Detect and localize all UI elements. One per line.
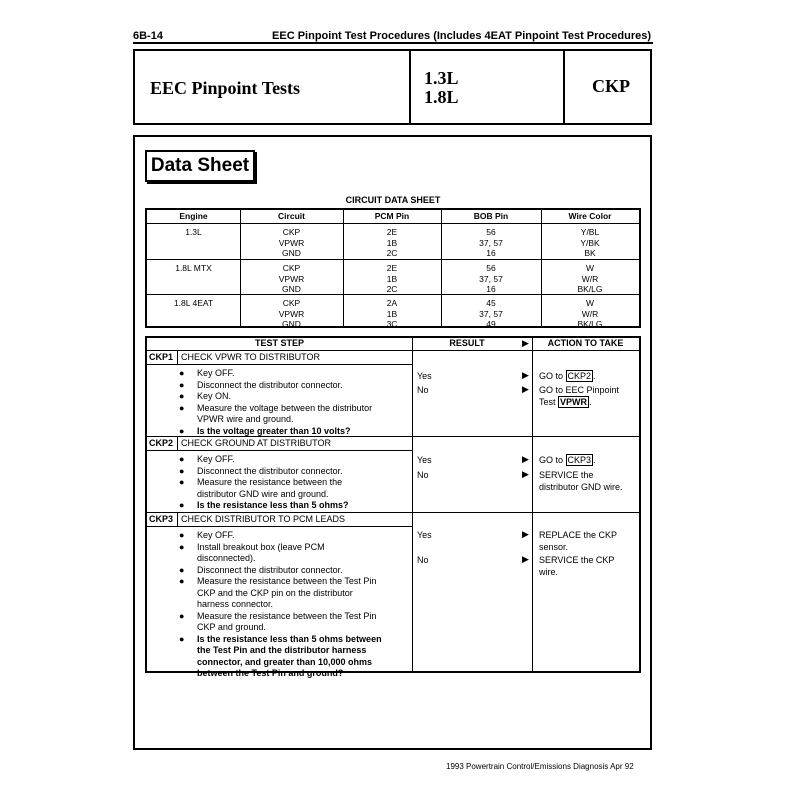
cell-line: 49 (486, 319, 496, 329)
step-instruction: Disconnect the distributor connector. (197, 564, 343, 575)
cell-line: Y/BL (580, 227, 600, 237)
bullet-icon: ● (179, 425, 185, 436)
cell-line: 45 (486, 298, 496, 308)
row-divider (147, 259, 639, 260)
step-instruction: Key ON. (197, 391, 232, 401)
bullet-icon: ● (179, 402, 185, 413)
action-no-line1: GO to EEC Pinpoint (539, 385, 620, 395)
table-cell-wire-color (541, 298, 639, 330)
table-cell-engine: 1.8L MTX (175, 263, 212, 273)
cell-line: 2A (386, 298, 398, 308)
bullet-icon: ● (179, 576, 185, 586)
cell-line: VPWR (278, 237, 305, 248)
step-instruction: Disconnect the distributor connector. (197, 379, 343, 390)
cell-line: W (585, 263, 595, 273)
step-instruction: CKP and ground. (197, 622, 266, 632)
column-header: Engine (179, 211, 208, 221)
engine-label-2: 1.8L (424, 87, 459, 107)
action-yes (539, 371, 596, 383)
column-header: Wire Color (568, 211, 612, 221)
step-question: the Test Pin and the distributor harness (197, 645, 367, 655)
cell-line: VPWR (278, 308, 305, 319)
header-rule (133, 42, 653, 44)
title-divider (409, 49, 411, 125)
step-question: Is the resistance less than 5 ohms? (197, 500, 349, 510)
step-title-divider (147, 450, 412, 451)
column-header: Circuit (278, 211, 305, 221)
bullet-icon: ● (179, 477, 185, 487)
arrow-icon: ▶ (522, 384, 529, 394)
bullet-icon: ● (179, 541, 185, 552)
cell-line: BK (584, 248, 596, 258)
step-divider (147, 436, 639, 437)
action-text: . (589, 396, 592, 407)
cell-line: BK/LG (577, 319, 603, 329)
step-instruction: Install breakout box (leave PCM (197, 541, 325, 552)
step-instruction: Disconnect the distributor connector. (197, 465, 343, 476)
arrow-icon: ▶ (522, 370, 529, 380)
cell-line: VPWR (278, 273, 305, 284)
row-divider (147, 223, 639, 224)
result-no: No (417, 555, 429, 565)
table-cell-bob-pin (441, 298, 541, 330)
step-code: CKP1 (149, 352, 174, 362)
cell-line: 37, 57 (479, 308, 503, 319)
step-instruction: Key OFF. (197, 530, 235, 540)
arrow-icon: ▶ (522, 454, 529, 464)
engine-label-1: 1.3L (424, 68, 459, 88)
result-no: No (417, 470, 429, 480)
cell-line: 3C (386, 319, 398, 329)
section-title: EEC Pinpoint Test Procedures (Includes 4EAT Pinpoint Test Procedures) (272, 30, 651, 42)
arrow-icon: ▶ (522, 554, 529, 564)
table-cell-pcm-pin (343, 298, 441, 330)
action-no-line2 (539, 397, 592, 409)
bullet-icon: ● (179, 391, 185, 401)
step-code: CKP3 (149, 514, 174, 524)
step-question: Is the resistance less than 5 ohms between (197, 633, 382, 644)
step-title: CHECK DISTRIBUTOR TO PCM LEADS (181, 514, 346, 524)
step-title: CHECK VPWR TO DISTRIBUTOR (181, 352, 321, 362)
action-text: GO to (539, 371, 564, 381)
step-instruction: Measure the resistance between the Test Pin (197, 576, 377, 586)
column-header: PCM Pin (374, 211, 410, 221)
bullet-icon: ● (179, 465, 185, 476)
table-cell-wire-color (541, 263, 639, 295)
column-divider (412, 338, 413, 671)
column-header-test-step: TEST STEP (254, 338, 304, 348)
table-cell-pcm-pin (343, 227, 441, 259)
column-header-action: ACTION TO TAKE (547, 338, 624, 348)
page-title: EEC Pinpoint Tests (150, 78, 301, 98)
circuit-data-sheet-title: CIRCUIT DATA SHEET (345, 195, 441, 205)
cell-line: CKP (282, 263, 301, 273)
circuit-data-table (145, 208, 641, 328)
cell-line: 1B (386, 237, 398, 248)
cell-line: 2E (386, 263, 398, 273)
step-title-divider (147, 364, 412, 365)
cell-line: 37, 57 (479, 273, 503, 284)
step-code-divider (177, 512, 178, 526)
table-cell-bob-pin (441, 227, 541, 259)
title-divider (563, 49, 565, 125)
step-instruction: Measure the resistance between the (197, 477, 343, 487)
test-code-label: CKP (592, 76, 630, 96)
step-divider (147, 512, 639, 513)
step-instruction: VPWR wire and ground. (197, 414, 294, 424)
result-yes: Yes (417, 371, 432, 381)
arrow-icon: ▶ (522, 469, 529, 479)
table-cell-bob-pin (441, 263, 541, 295)
step-title-divider (147, 526, 412, 527)
cell-line: 37, 57 (479, 237, 503, 248)
bullet-icon: ● (179, 564, 185, 575)
cell-line: CKP (282, 298, 301, 308)
cell-line: 56 (486, 227, 496, 237)
step-instruction: distributor GND wire and ground. (197, 488, 329, 499)
bullet-icon: ● (179, 530, 185, 540)
cell-line: W/R (581, 308, 599, 319)
step-question: Is the voltage greater than 10 volts? (197, 425, 351, 436)
table-cell-circuit (240, 263, 343, 295)
table-cell-engine: 1.3L (185, 227, 202, 237)
step-reference-link[interactable]: CKP3 (567, 455, 592, 465)
table-cell-wire-color (541, 227, 639, 259)
bullet-icon: ● (179, 454, 185, 464)
table-cell-pcm-pin (343, 263, 441, 295)
cell-line: 16 (486, 284, 496, 294)
test-step-table (145, 336, 641, 678)
action-text: . (593, 455, 596, 465)
cell-line: CKP (282, 227, 301, 237)
arrow-icon: ▶ (522, 529, 529, 539)
page-number: 6B-14 (133, 30, 163, 42)
cell-line: W/R (581, 273, 599, 284)
cell-line: GND (282, 248, 301, 258)
cell-line: BK/LG (577, 284, 603, 294)
cell-line: 1B (386, 273, 398, 284)
arrow-icon: ▶ (522, 338, 529, 348)
cell-line: 16 (486, 248, 496, 258)
step-code-divider (177, 436, 178, 450)
cell-line: 2E (386, 227, 398, 237)
step-instruction: CKP and the CKP pin on the distributor (197, 587, 353, 598)
bullet-icon: ● (179, 368, 185, 378)
column-header-result: RESULT (449, 338, 485, 348)
action-text: GO to (539, 455, 564, 465)
step-question: between the Test Pin and ground? (197, 668, 344, 678)
cell-line: 2C (386, 248, 398, 258)
bullet-icon: ● (179, 379, 185, 390)
action-no-line2: wire. (539, 566, 559, 577)
step-instruction: disconnected). (197, 553, 256, 563)
header-divider (147, 350, 639, 351)
step-reference-link[interactable]: VPWR (560, 396, 588, 407)
step-instruction: harness connector. (197, 599, 274, 609)
data-sheet-label: Data Sheet (145, 150, 255, 182)
step-code: CKP2 (149, 438, 174, 448)
table-cell-engine: 1.8L 4EAT (173, 298, 214, 308)
result-no: No (417, 385, 429, 395)
step-title: CHECK GROUND AT DISTRIBUTOR (181, 438, 332, 448)
bullet-icon: ● (179, 610, 185, 621)
step-instruction: Measure the voltage between the distributor (197, 402, 373, 413)
cell-line: W (585, 298, 595, 308)
column-divider (532, 338, 533, 671)
action-yes-line1: REPLACE the CKP (539, 530, 618, 540)
action-yes (539, 455, 596, 467)
action-no-line1: SERVICE the CKP (539, 555, 615, 565)
action-text: Test (539, 396, 556, 407)
bullet-icon: ● (179, 633, 185, 644)
result-yes: Yes (417, 455, 432, 465)
cell-line: GND (282, 284, 301, 294)
cell-line: Y/BK (580, 237, 600, 248)
cell-line: 1B (386, 308, 398, 319)
result-yes: Yes (417, 530, 432, 540)
action-no-line2: distributor GND wire. (539, 481, 623, 492)
step-code-divider (177, 350, 178, 364)
step-reference-link[interactable]: CKP2 (567, 371, 592, 381)
cell-line: 56 (486, 263, 496, 273)
table-cell-circuit (240, 227, 343, 259)
table-cell-circuit (240, 298, 343, 330)
page-footer: 1993 Powertrain Control/Emissions Diagnosis Apr 92 (446, 762, 634, 771)
bullet-icon: ● (179, 500, 185, 510)
step-instruction: Key OFF. (197, 454, 235, 464)
action-text: . (593, 371, 596, 381)
cell-line: GND (282, 319, 301, 329)
step-instruction: Key OFF. (197, 368, 235, 378)
action-no-line1: SERVICE the (539, 470, 594, 480)
step-question: connector, and greater than 10,000 ohms (197, 656, 373, 667)
action-yes-line2: sensor. (539, 541, 569, 552)
cell-line: 2C (386, 284, 398, 294)
column-header: BOB Pin (473, 211, 509, 221)
step-instruction: Measure the resistance between the Test Pin (197, 610, 377, 621)
